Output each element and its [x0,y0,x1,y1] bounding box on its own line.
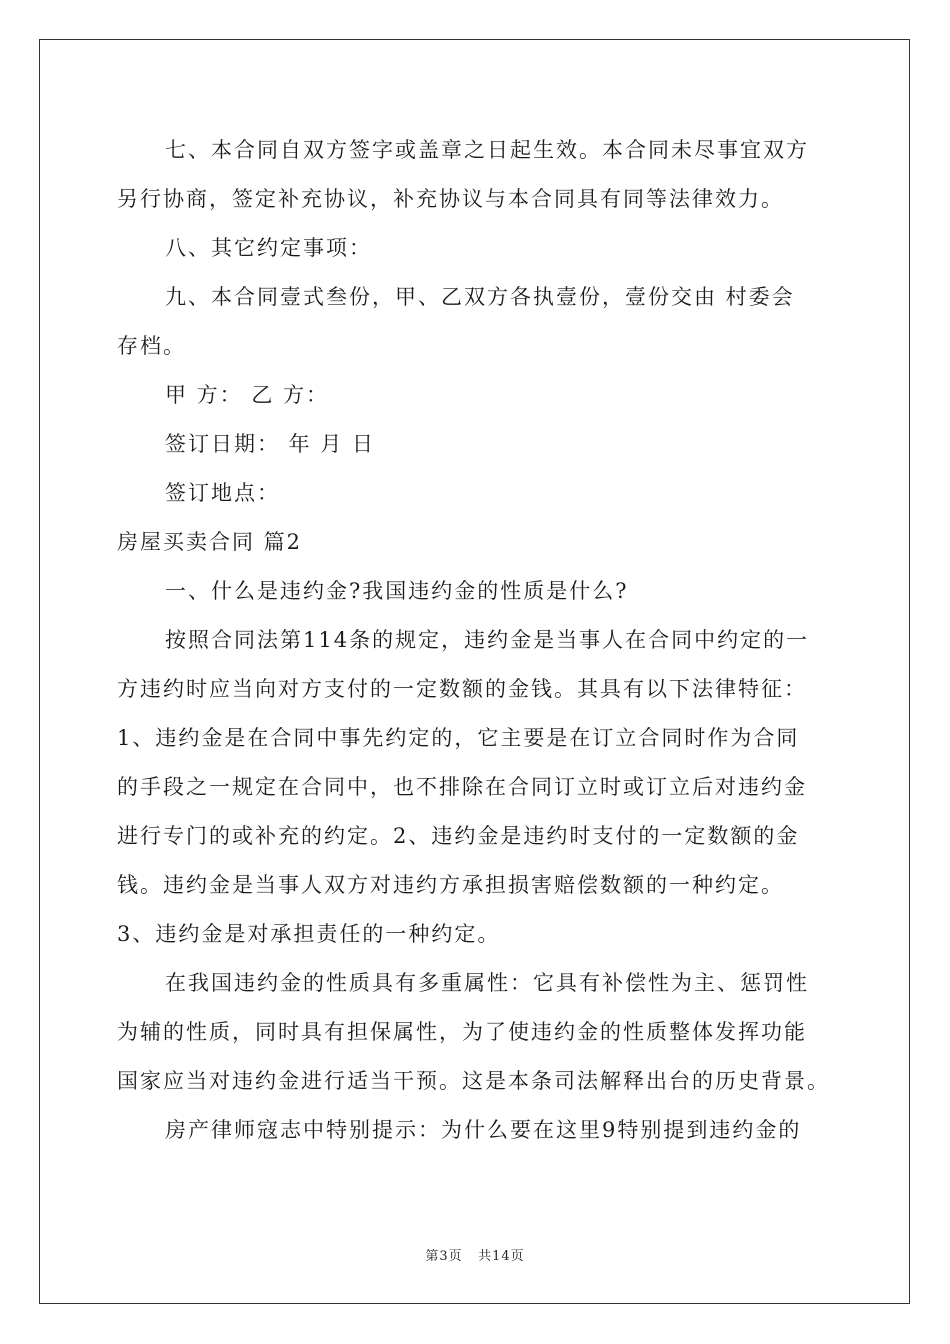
paragraph-clause-8 [117,224,837,273]
document-body [117,126,837,1155]
signing-date [117,420,837,469]
text-line: 八、其它约定事项： [165,236,372,260]
text-line: 甲 方： 乙 方： [165,383,330,407]
text-line: 1、违约金是在合同中事先约定的，它主要是在订立合同时作为合同 [117,726,800,750]
text-line: 进行专门的或补充的约定。2、违约金是违约时支付的一定数额的金 [117,824,800,848]
question-heading [117,567,837,616]
text-line: 在我国违约金的性质具有多重属性：它具有补偿性为主、惩罚性 [165,971,809,995]
text-line: 3、违约金是对承担责任的一种约定。 [117,922,501,946]
page-total: 共14页 [478,1249,525,1264]
text-line: 另行协商，签定补充协议，补充协议与本合同具有同等法律效力。 [117,187,784,211]
text-line: 国家应当对违约金进行适当干预。这是本条司法解释出台的历史背景。 [117,1069,830,1093]
text-line: 九、本合同壹式叁份，甲、乙双方各执壹份，壹份交由 村委会 [165,285,795,309]
text-line: 一、什么是违约金?我国违约金的性质是什么? [165,579,629,603]
text-line: 存档。 [117,334,186,358]
signing-place [117,469,837,518]
text-line: 签订日期： 年 月 日 [165,432,376,456]
text-line: 的手段之一规定在合同中，也不排除在合同订立时或订立后对违约金 [117,775,807,799]
paragraph-lawyer-note [117,1106,837,1155]
paragraph-nature [117,959,837,1106]
signature-parties [117,371,837,420]
section-heading [117,518,837,567]
text-line: 方违约时应当向对方支付的一定数额的金钱。其具有以下法律特征： [117,677,807,701]
text-line: 为辅的性质，同时具有担保属性，为了使违约金的性质整体发挥功能 [117,1020,807,1044]
text-line: 钱。违约金是当事人双方对违约方承担损害赔偿数额的一种约定。 [117,873,784,897]
text-line: 按照合同法第114条的规定，违约金是当事人在合同中约定的一 [165,628,810,652]
page-footer [0,1245,950,1264]
paragraph-definition [117,616,837,959]
paragraph-clause-9 [117,273,837,371]
text-line: 房屋买卖合同 篇2 [117,530,303,554]
text-line: 签订地点： [165,481,280,505]
page-number: 第3页 [425,1249,463,1264]
text-line: 房产律师寇志中特别提示：为什么要在这里9特别提到违约金的 [165,1118,802,1142]
text-line: 七、本合同自双方签字或盖章之日起生效。本合同未尽事宜双方 [165,138,809,162]
paragraph-clause-7 [117,126,837,224]
